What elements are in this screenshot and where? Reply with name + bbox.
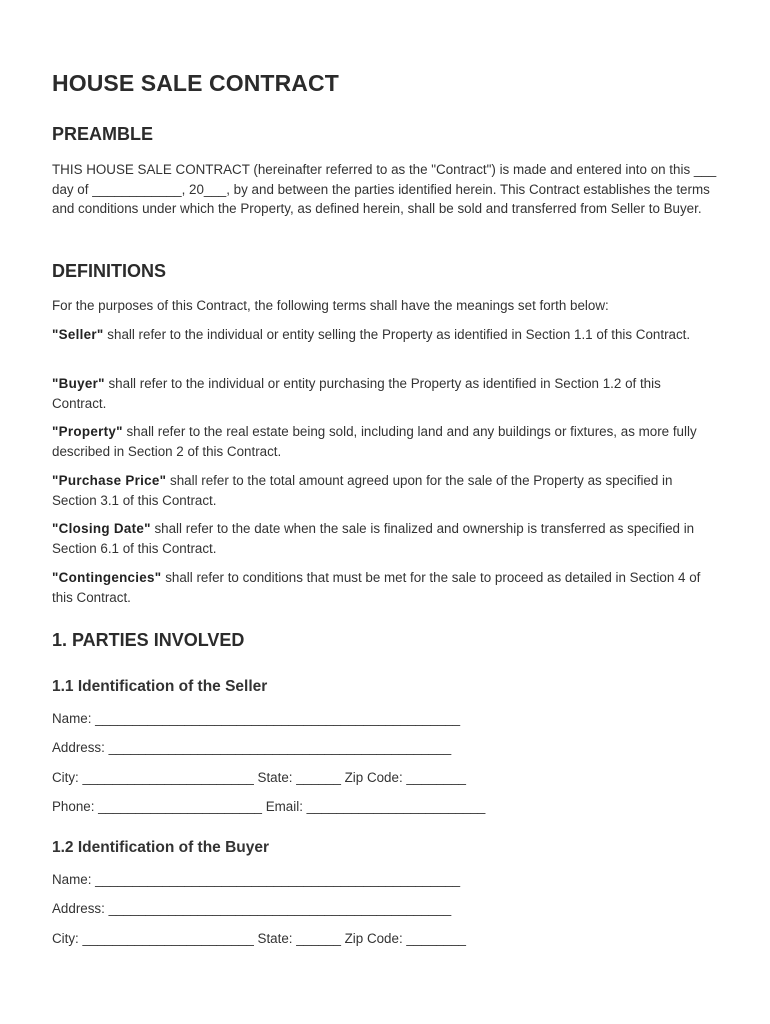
definition-purchase-price bbox=[52, 471, 717, 510]
parties-heading: 1. PARTIES INVOLVED bbox=[52, 630, 245, 650]
seller-phone-email-field[interactable]: Phone: ______________________ Email: ________________________ bbox=[52, 799, 486, 814]
definition-term: "Contingencies" bbox=[52, 570, 162, 585]
definition-closing-date bbox=[52, 519, 717, 558]
definition-seller bbox=[52, 325, 717, 345]
definition-text: shall refer to the individual or entity purchasing the Property as identified in Section 1.2 of this Contract. bbox=[52, 376, 661, 411]
buyer-city-state-zip-field[interactable]: City: _______________________ State: ______ Zip Code: ________ bbox=[52, 931, 466, 946]
definitions-heading: DEFINITIONS bbox=[52, 261, 167, 281]
buyer-address-field[interactable]: Address: ______________________________________________ bbox=[52, 901, 452, 916]
definition-term: "Purchase Price" bbox=[52, 473, 167, 488]
definition-contingencies bbox=[52, 568, 720, 607]
definition-property bbox=[52, 422, 717, 461]
definitions-intro: For the purposes of this Contract, the following terms shall have the meanings set forth below: bbox=[52, 298, 609, 313]
definition-text: shall refer to the total amount agreed upon for the sale of the Property as specified in Section 3.1 of this Contract. bbox=[52, 473, 673, 508]
seller-name-field[interactable]: Name: _________________________________________________ bbox=[52, 711, 461, 726]
definition-text: shall refer to the real estate being sold, including land and any buildings or fixtures, as more fully described in Section 2 of this Contract. bbox=[52, 424, 697, 459]
definition-text: shall refer to the date when the sale is finalized and ownership is transferred as specified in Section 6.1 of this Contract. bbox=[52, 521, 695, 556]
definition-term: "Closing Date" bbox=[52, 521, 151, 536]
document-title: HOUSE SALE CONTRACT bbox=[52, 70, 339, 96]
buyer-name-field[interactable]: Name: _________________________________________________ bbox=[52, 872, 461, 887]
preamble-heading: PREAMBLE bbox=[52, 124, 154, 144]
seller-heading: 1.1 Identification of the Seller bbox=[52, 678, 268, 695]
definition-term: "Buyer" bbox=[52, 376, 105, 391]
seller-address-field[interactable]: Address: ______________________________________________ bbox=[52, 740, 452, 755]
definition-term: "Seller" bbox=[52, 327, 104, 342]
preamble-text: THIS HOUSE SALE CONTRACT (hereinafter referred to as the "Contract") is made and entered into on this ___ day of ____________, 20___, by and between the parties identified herein. This Contract establishes the terms and conditions under which the Property, as defined herein, shall be sold and transferred from Seller to Buyer. bbox=[52, 162, 717, 216]
definition-text: shall refer to conditions that must be met for the sale to proceed as detailed in Section 4 of this Contract. bbox=[52, 570, 701, 605]
definition-text: shall refer to the individual or entity selling the Property as identified in Section 1.1 of this Contract. bbox=[103, 327, 691, 342]
definition-buyer bbox=[52, 374, 717, 413]
buyer-heading: 1.2 Identification of the Buyer bbox=[52, 839, 270, 856]
seller-city-state-zip-field[interactable]: City: _______________________ State: ______ Zip Code: ________ bbox=[52, 770, 466, 785]
definition-term: "Property" bbox=[52, 424, 123, 439]
